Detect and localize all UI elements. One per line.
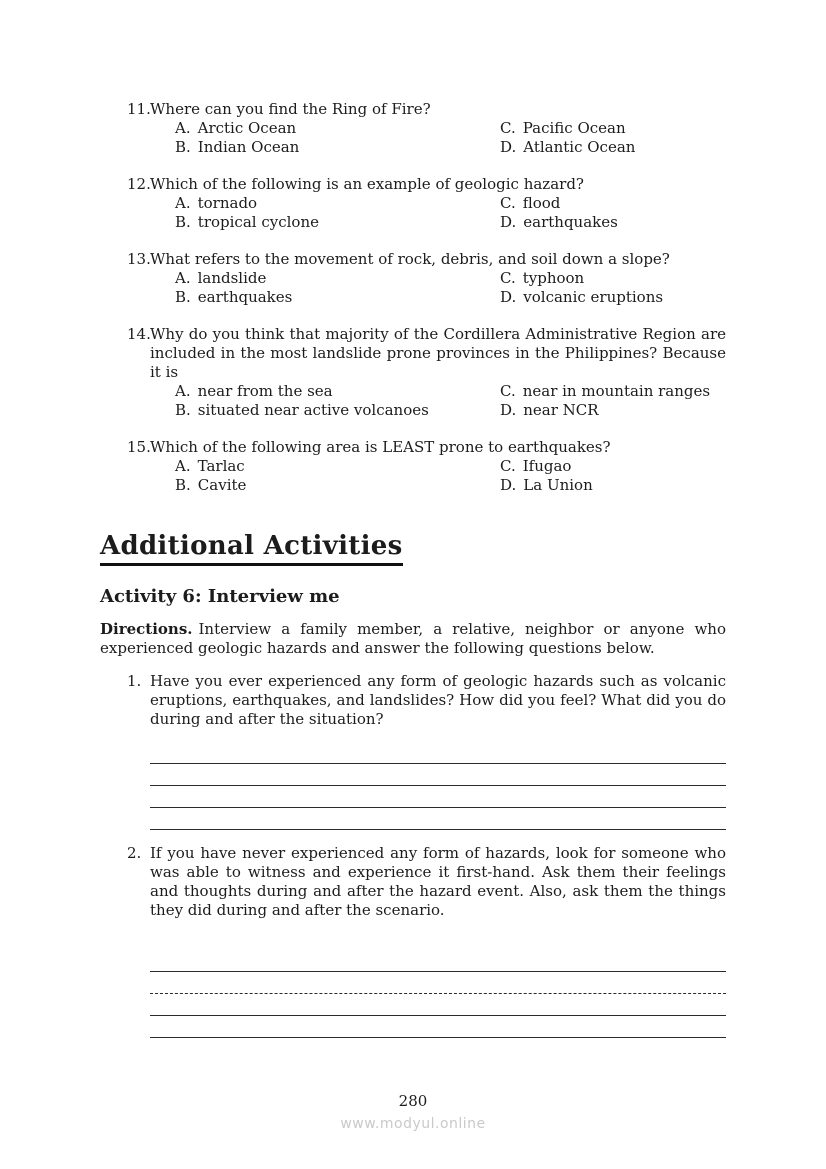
interview-question-1 [127,672,726,830]
answer-blanks [150,950,726,1038]
question-text: Why do you think that majority of the Cordillera Administrative Region are included in the most landslide prone provinces in the Philippines? Because it is [150,325,726,381]
page-number: 280 [398,1092,428,1110]
item-body [150,844,726,1038]
option-text: near in mountain ranges [522,382,711,400]
option-d [500,138,635,157]
answer-blanks [150,742,726,830]
option-row [175,288,726,307]
answer-line [150,786,726,808]
item-number: 1. [127,672,142,690]
question-head [127,100,726,119]
option-row [175,269,726,288]
option-label: B. [175,288,191,306]
option-d [500,288,663,307]
section-heading-text: Additional Activities [100,531,403,566]
option-text: earthquakes [197,288,293,306]
option-d [500,401,599,420]
option-text: tornado [197,194,258,212]
option-text: earthquakes [523,213,618,231]
question-text: Which of the following is an example of geologic hazard? [150,175,584,193]
option-label: D. [500,288,517,306]
answer-line [150,1016,726,1038]
option-b [175,213,500,232]
option-text: tropical cyclone [197,213,319,231]
option-a [175,457,500,476]
option-label: C. [500,269,516,287]
directions [100,620,726,658]
option-text: La Union [523,476,593,494]
option-label: D. [500,401,517,419]
question-14 [127,325,726,420]
answer-line [150,742,726,764]
option-label: D. [500,476,517,494]
question-options [175,457,726,495]
option-text: Arctic Ocean [197,119,297,137]
question-number: 11. [127,100,151,118]
option-a [175,119,500,138]
section-heading [100,531,826,566]
multiple-choice-section [127,100,726,495]
watermark: www.modyul.online [340,1116,486,1132]
option-text: Pacific Ocean [522,119,626,137]
option-label: A. [175,119,191,137]
option-text: near NCR [523,401,599,419]
option-b [175,288,500,307]
question-text: Where can you find the Ring of Fire? [150,100,431,118]
option-b [175,401,500,420]
option-row [175,213,726,232]
question-number: 14. [127,325,151,343]
option-row [175,457,726,476]
item-text: If you have never experienced any form of hazards, look for someone who was able to witness and experience it first-hand. Ask them their feelings and thoughts during and after the hazard event. Also, ask them the things they did during and after the scenario. [150,844,726,919]
question-text: Which of the following area is LEAST prone to earthquakes? [150,438,611,456]
option-b [175,138,500,157]
option-c [500,269,584,288]
option-text: Cavite [197,476,247,494]
question-number: 13. [127,250,151,268]
item-text: Have you ever experienced any form of geologic hazards such as volcanic eruptions, earthquakes, and landslides? How did you feel? What did you do during and after the situation? [150,672,726,728]
option-row [175,476,726,495]
directions-label: Directions. [100,620,193,638]
option-text: flood [522,194,561,212]
interview-question-2 [127,844,726,1038]
option-text: situated near active volcanoes [197,401,429,419]
option-label: A. [175,382,191,400]
option-row [175,382,726,401]
option-row [175,401,726,420]
question-head [127,250,726,269]
item-number: 2. [127,844,142,862]
option-label: C. [500,457,516,475]
answer-line [150,994,726,1016]
option-d [500,213,618,232]
question-13 [127,250,726,307]
page-footer [0,1092,826,1134]
question-head [127,175,726,194]
answer-line [150,808,726,830]
option-c [500,382,710,401]
option-label: B. [175,138,191,156]
option-c [500,119,626,138]
option-label: A. [175,457,191,475]
question-number: 15. [127,438,151,456]
option-label: D. [500,138,517,156]
question-11 [127,100,726,157]
option-row [175,138,726,157]
question-15 [127,438,726,495]
option-text: Indian Ocean [197,138,300,156]
question-12 [127,175,726,232]
question-head [127,325,726,382]
answer-line [150,972,726,994]
option-text: typhoon [522,269,585,287]
activity-heading: Activity 6: Interview me [100,586,340,607]
option-label: B. [175,213,191,231]
option-row [175,119,726,138]
question-options [175,382,726,420]
option-d [500,476,593,495]
question-options [175,269,726,307]
option-a [175,269,500,288]
option-label: C. [500,119,516,137]
answer-line [150,950,726,972]
question-text: What refers to the movement of rock, debris, and soil down a slope? [150,250,670,268]
option-label: A. [175,269,191,287]
option-text: landslide [197,269,267,287]
option-label: B. [175,476,191,494]
option-text: volcanic eruptions [523,288,664,306]
option-b [175,476,500,495]
option-text: near from the sea [197,382,333,400]
option-a [175,382,500,401]
option-label: B. [175,401,191,419]
directions-text: Interview a family member, a relative, neighbor or anyone who experienced geologic hazards and answer the following questions below. [100,620,726,657]
answer-line [150,764,726,786]
option-text: Ifugao [522,457,572,475]
question-head [127,438,726,457]
option-text: Atlantic Ocean [523,138,636,156]
option-text: Tarlac [197,457,245,475]
item-body [150,672,726,830]
question-options [175,119,726,157]
question-number: 12. [127,175,151,193]
option-c [500,194,560,213]
option-label: D. [500,213,517,231]
option-a [175,194,500,213]
option-label: C. [500,194,516,212]
option-label: C. [500,382,516,400]
interview-questions [127,672,726,1038]
option-c [500,457,571,476]
question-options [175,194,726,232]
option-row [175,194,726,213]
option-label: A. [175,194,191,212]
